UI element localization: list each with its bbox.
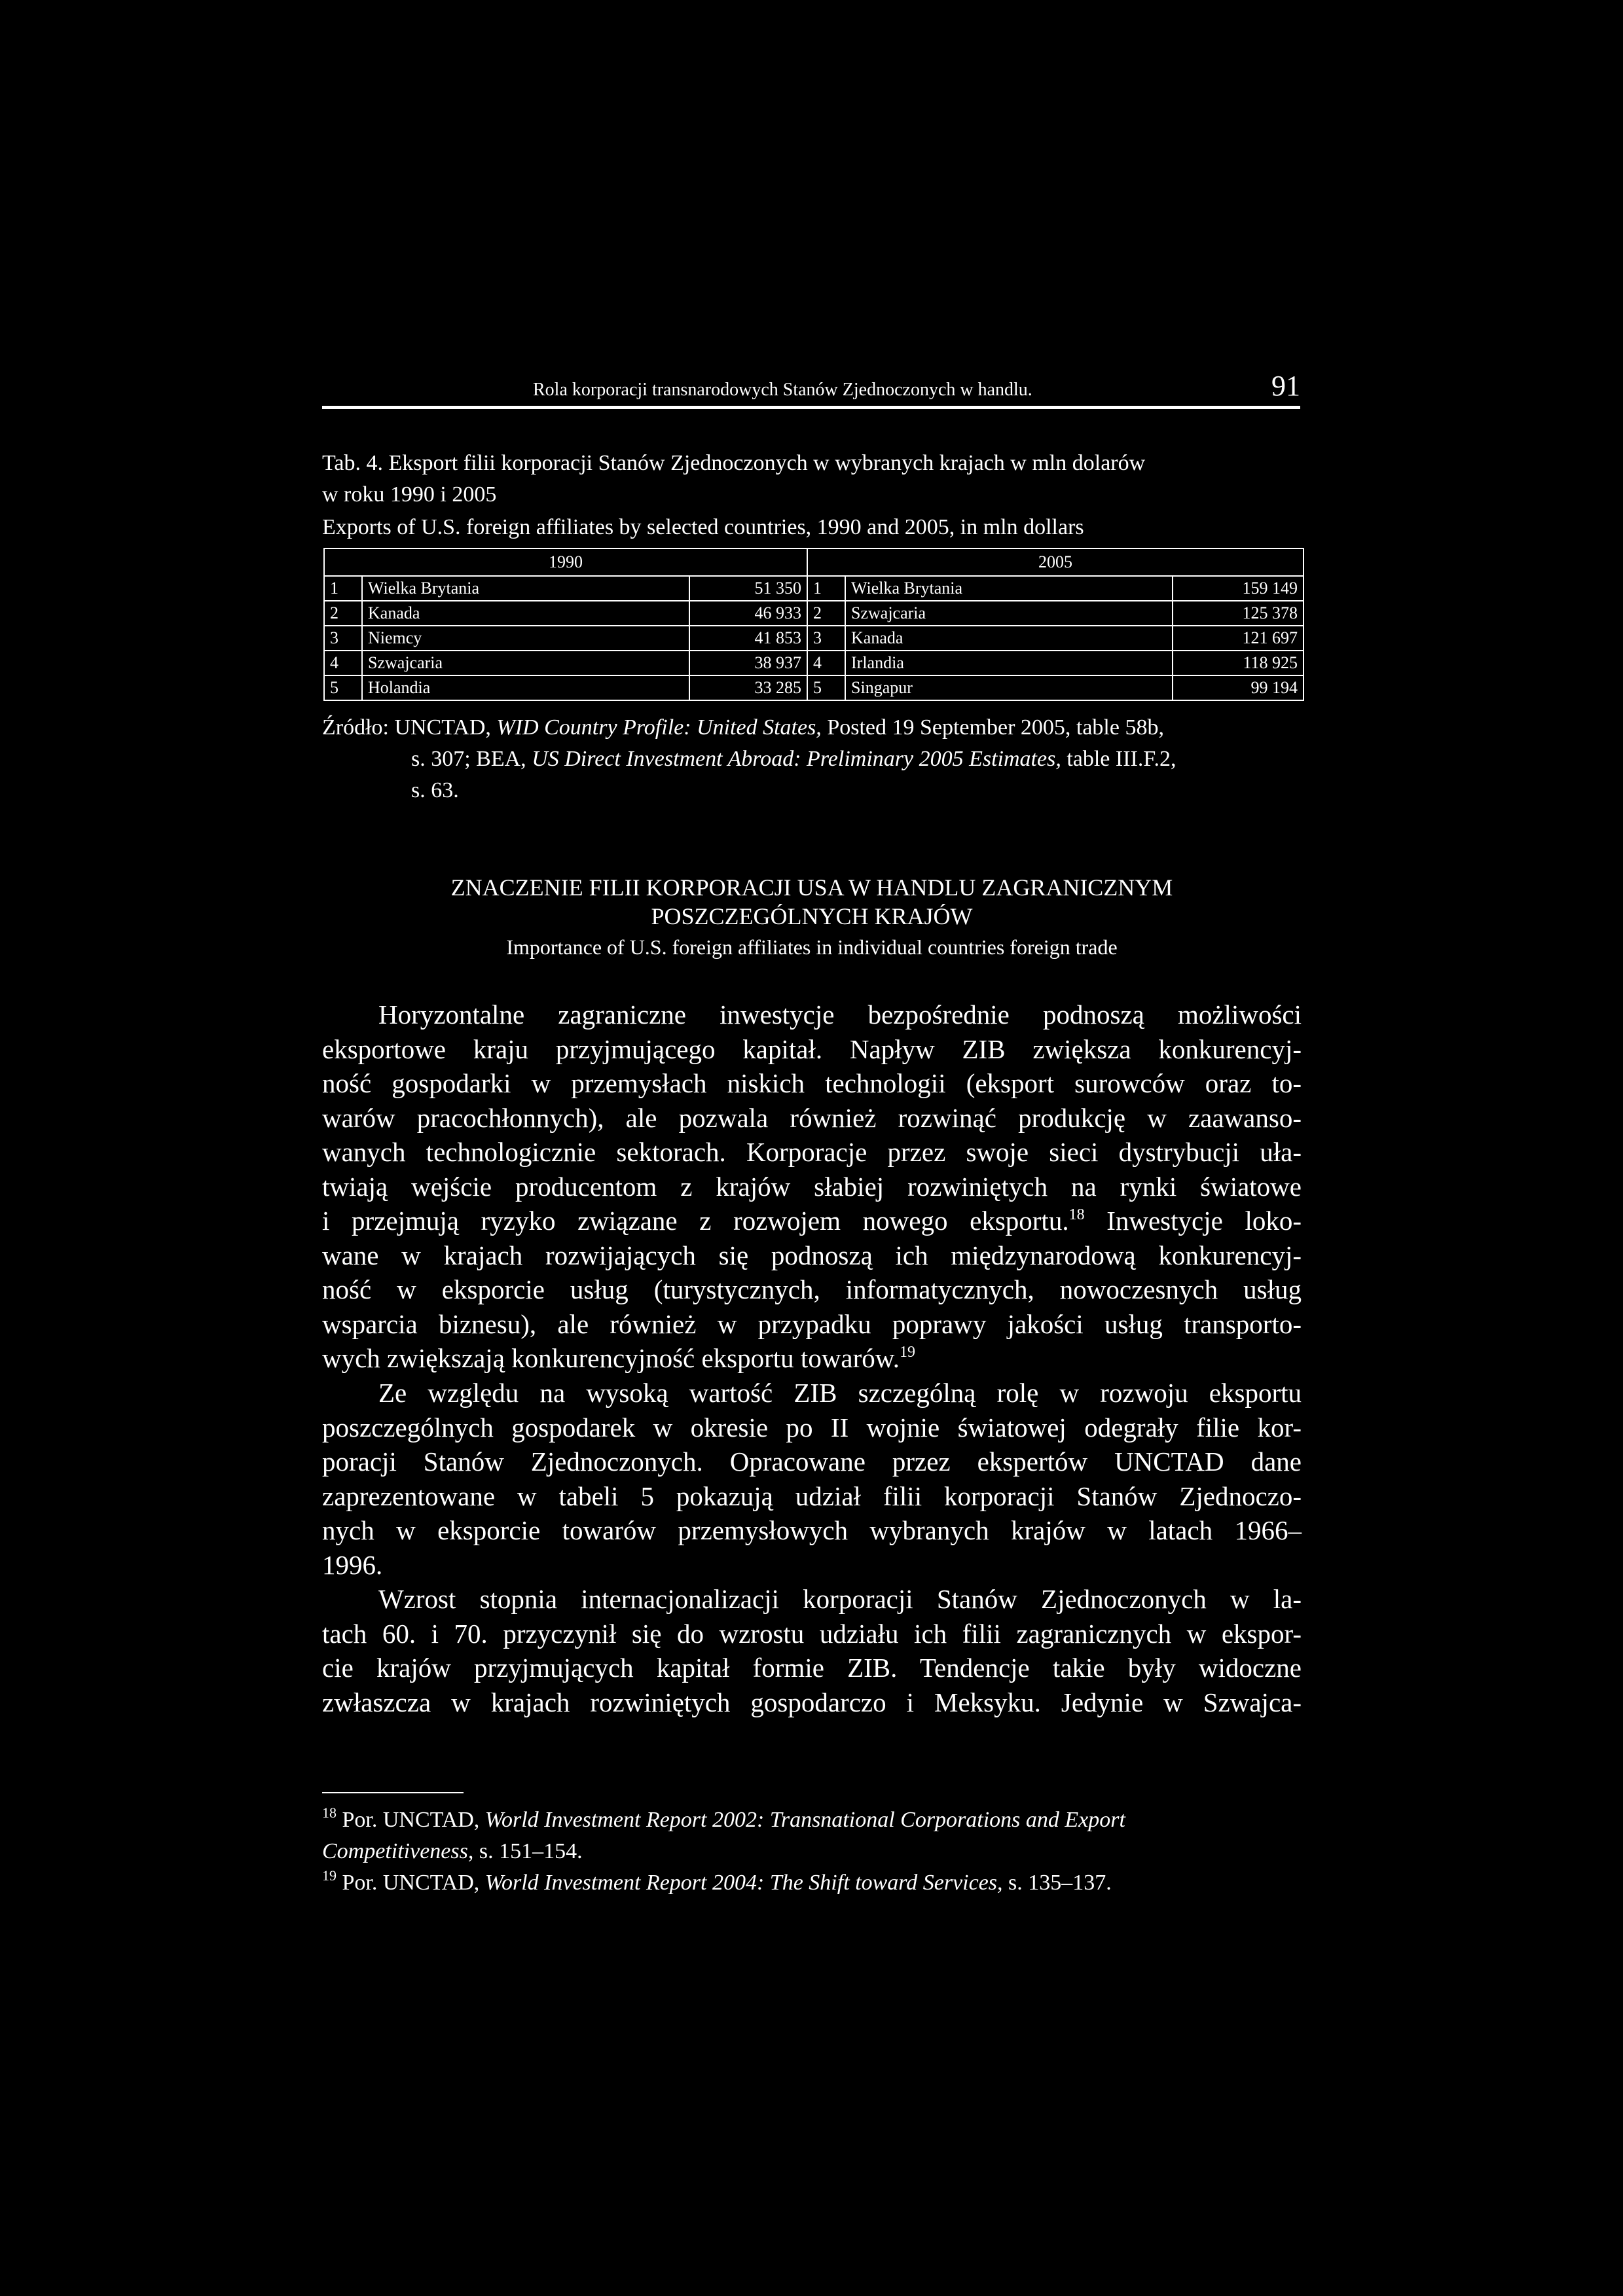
paragraph-line: Ze względu na wysoką wartość ZIB szczególną rolę w rozwoju eksportu	[378, 1378, 1302, 1408]
paragraph-3	[322, 1582, 1302, 1719]
country-cell: Szwajcaria	[845, 601, 1173, 626]
paragraph-line: nych w eksporcie towarów przemysłowych wybranych krajów w latach 1966–	[322, 1515, 1302, 1545]
country-cell: Niemcy	[362, 626, 689, 651]
paragraph-line: twiają wejście producentom z krajów słabiej rozwiniętych na rynki światowe	[322, 1171, 1302, 1202]
footnote-19: $^{19}$ Por. UNCTAD, World Investment Report 2004: The Shift toward Services, s. 135–137.	[322, 1867, 1112, 1895]
value-cell: 121 697	[1173, 626, 1304, 651]
source-line2: s. 307; BEA, US Direct Investment Abroad: Preliminary 2005 Estimates, table III.F.2,	[411, 747, 1176, 771]
paragraph-line: warów pracochłonnych), ale pozwala również rozwinąć produkcję w zaawanso-	[322, 1102, 1302, 1133]
source-line1: Źródło: UNCTAD, WID Country Profile: United States, Posted 19 September 2005, table 58b,	[322, 715, 1164, 740]
country-cell: Wielka Brytania	[362, 576, 689, 601]
table-row	[324, 651, 1304, 675]
paragraph-line: wsparcia biznesu), ale również w przypadku poprawy jakości usług transporto-	[322, 1308, 1302, 1339]
paragraph-line: ność w eksporcie usług (turystycznych, informatycznych, nowoczesnych usług	[322, 1274, 1302, 1304]
rank-cell: 5	[324, 675, 362, 700]
rank-cell: 2	[807, 601, 845, 626]
header-2005: 2005	[807, 548, 1304, 576]
paragraph-2	[322, 1376, 1302, 1582]
rank-cell: 5	[807, 675, 845, 700]
table-row	[324, 576, 1304, 601]
value-cell: 159 149	[1173, 576, 1304, 601]
source-title-1: WID Country Profile: United States,	[496, 715, 822, 740]
footnote-18-continued: Competitiveness, s. 151–154.	[322, 1839, 583, 1863]
exports-table	[323, 548, 1304, 701]
paragraph-1	[322, 997, 1302, 1376]
value-cell: 46 933	[689, 601, 807, 626]
table-header-row	[324, 548, 1304, 576]
country-cell: Szwajcaria	[362, 651, 689, 675]
table-row	[324, 601, 1304, 626]
paragraph-line: 1996.	[322, 1549, 383, 1580]
country-cell: Kanada	[362, 601, 689, 626]
value-cell: 33 285	[689, 675, 807, 700]
rank-cell: 3	[807, 626, 845, 651]
footnote-18: $^{18}$ Por. UNCTAD, World Investment Report 2002: Transnational Corporations and Export	[322, 1804, 1125, 1832]
running-header	[322, 367, 1300, 409]
source-line3: s. 63.	[411, 778, 459, 802]
country-cell: Holandia	[362, 675, 689, 700]
paragraph-line: Horyzontalne zagraniczne inwestycje bezpośrednie podnoszą możliwości	[378, 999, 1302, 1030]
paragraph-line: ność gospodarki w przemysłach niskich technologii (eksport surowców oraz to-	[322, 1068, 1302, 1098]
country-cell: Singapur	[845, 675, 1173, 700]
paragraph-line: wych zwiększają konkurencyjność eksportu towarów.$^{19}$	[322, 1343, 915, 1373]
value-cell: 41 853	[689, 626, 807, 651]
rank-cell: 4	[324, 651, 362, 675]
value-cell: 38 937	[689, 651, 807, 675]
paragraph-line: wanych technologicznie sektorach. Korporacje przez swoje sieci dystrybucji uła-	[322, 1137, 1302, 1167]
page-number: 91	[1271, 370, 1300, 402]
rank-cell: 1	[807, 576, 845, 601]
paragraph-line: eksportowe kraju przyjmującego kapitał. Napływ ZIB zwiększa konkurencyj-	[322, 1033, 1302, 1064]
rank-cell: 4	[807, 651, 845, 675]
header-1990: 1990	[324, 548, 807, 576]
table-source-note	[322, 712, 1304, 806]
paragraph-line: zwłaszcza w krajach rozwiniętych gospodarczo i Meksyku. Jedynie w Szwajca-	[322, 1687, 1302, 1717]
paragraph-line: wane w krajach rozwijających się podnoszą ich międzynarodową konkurencyj-	[322, 1240, 1302, 1270]
paragraph-line: poszczególnych gospodarek w okresie po II wojnie światowej odegrały filie kor-	[322, 1412, 1302, 1443]
section-title-line2: POSZCZEGÓLNYCH KRAJÓW	[651, 903, 973, 929]
paragraph-line: cie krajów przyjmujących kapitał formie ZIB. Tendencje takie były widoczne	[322, 1653, 1302, 1683]
paragraph-line: tach 60. i 70. przyczynił się do wzrostu udziału ich filii zagranicznych w ekspor-	[322, 1618, 1302, 1649]
table-row	[324, 675, 1304, 700]
footnote-ref-19: 19	[899, 1344, 915, 1361]
paragraph-line: poracji Stanów Zjednoczonych. Opracowane przez ekspertów UNCTAD dane	[322, 1446, 1302, 1477]
value-cell: 118 925	[1173, 651, 1304, 675]
table-caption-line2: w roku 1990 i 2005	[322, 482, 497, 507]
source-title-2: US Direct Investment Abroad: Preliminary 2005 Estimates,	[532, 747, 1061, 771]
table-row	[324, 626, 1304, 651]
value-cell: 51 350	[689, 576, 807, 601]
country-cell: Kanada	[845, 626, 1173, 651]
table-caption-english: Exports of U.S. foreign affiliates by selected countries, 1990 and 2005, in mln dollars	[322, 515, 1084, 539]
section-subtitle-english: Importance of U.S. foreign affiliates in individual countries foreign trade	[506, 935, 1118, 959]
rank-cell: 3	[324, 626, 362, 651]
table-caption-line1: Tab. 4. Eksport filii korporacji Stanów Zjednoczonych w wybranych krajach w mln dolarów	[322, 451, 1146, 475]
running-title: Rola korporacji transnarodowych Stanów Zjednoczonych w handlu.	[533, 380, 1032, 400]
paragraph-line: Wzrost stopnia internacjonalizacji korporacji Stanów Zjednoczonych w la-	[378, 1584, 1302, 1614]
rank-cell: 2	[324, 601, 362, 626]
value-cell: 99 194	[1173, 675, 1304, 700]
paragraph-line: zaprezentowane w tabeli 5 pokazują udział filii korporacji Stanów Zjednoczo-	[322, 1480, 1302, 1511]
country-cell: Wielka Brytania	[845, 576, 1173, 601]
rank-cell: 1	[324, 576, 362, 601]
country-cell: Irlandia	[845, 651, 1173, 675]
footnote-ref-18: 18	[1068, 1206, 1085, 1223]
footnote-separator	[322, 1792, 464, 1793]
value-cell: 125 378	[1173, 601, 1304, 626]
paragraph-line: i przejmują ryzyko związane z rozwojem nowego eksportu.$^{18}$ Inwestycje loko-	[322, 1206, 1302, 1236]
section-title-line1: ZNACZENIE FILII KORPORACJI USA W HANDLU ZAGRANICZNYM	[450, 874, 1173, 901]
